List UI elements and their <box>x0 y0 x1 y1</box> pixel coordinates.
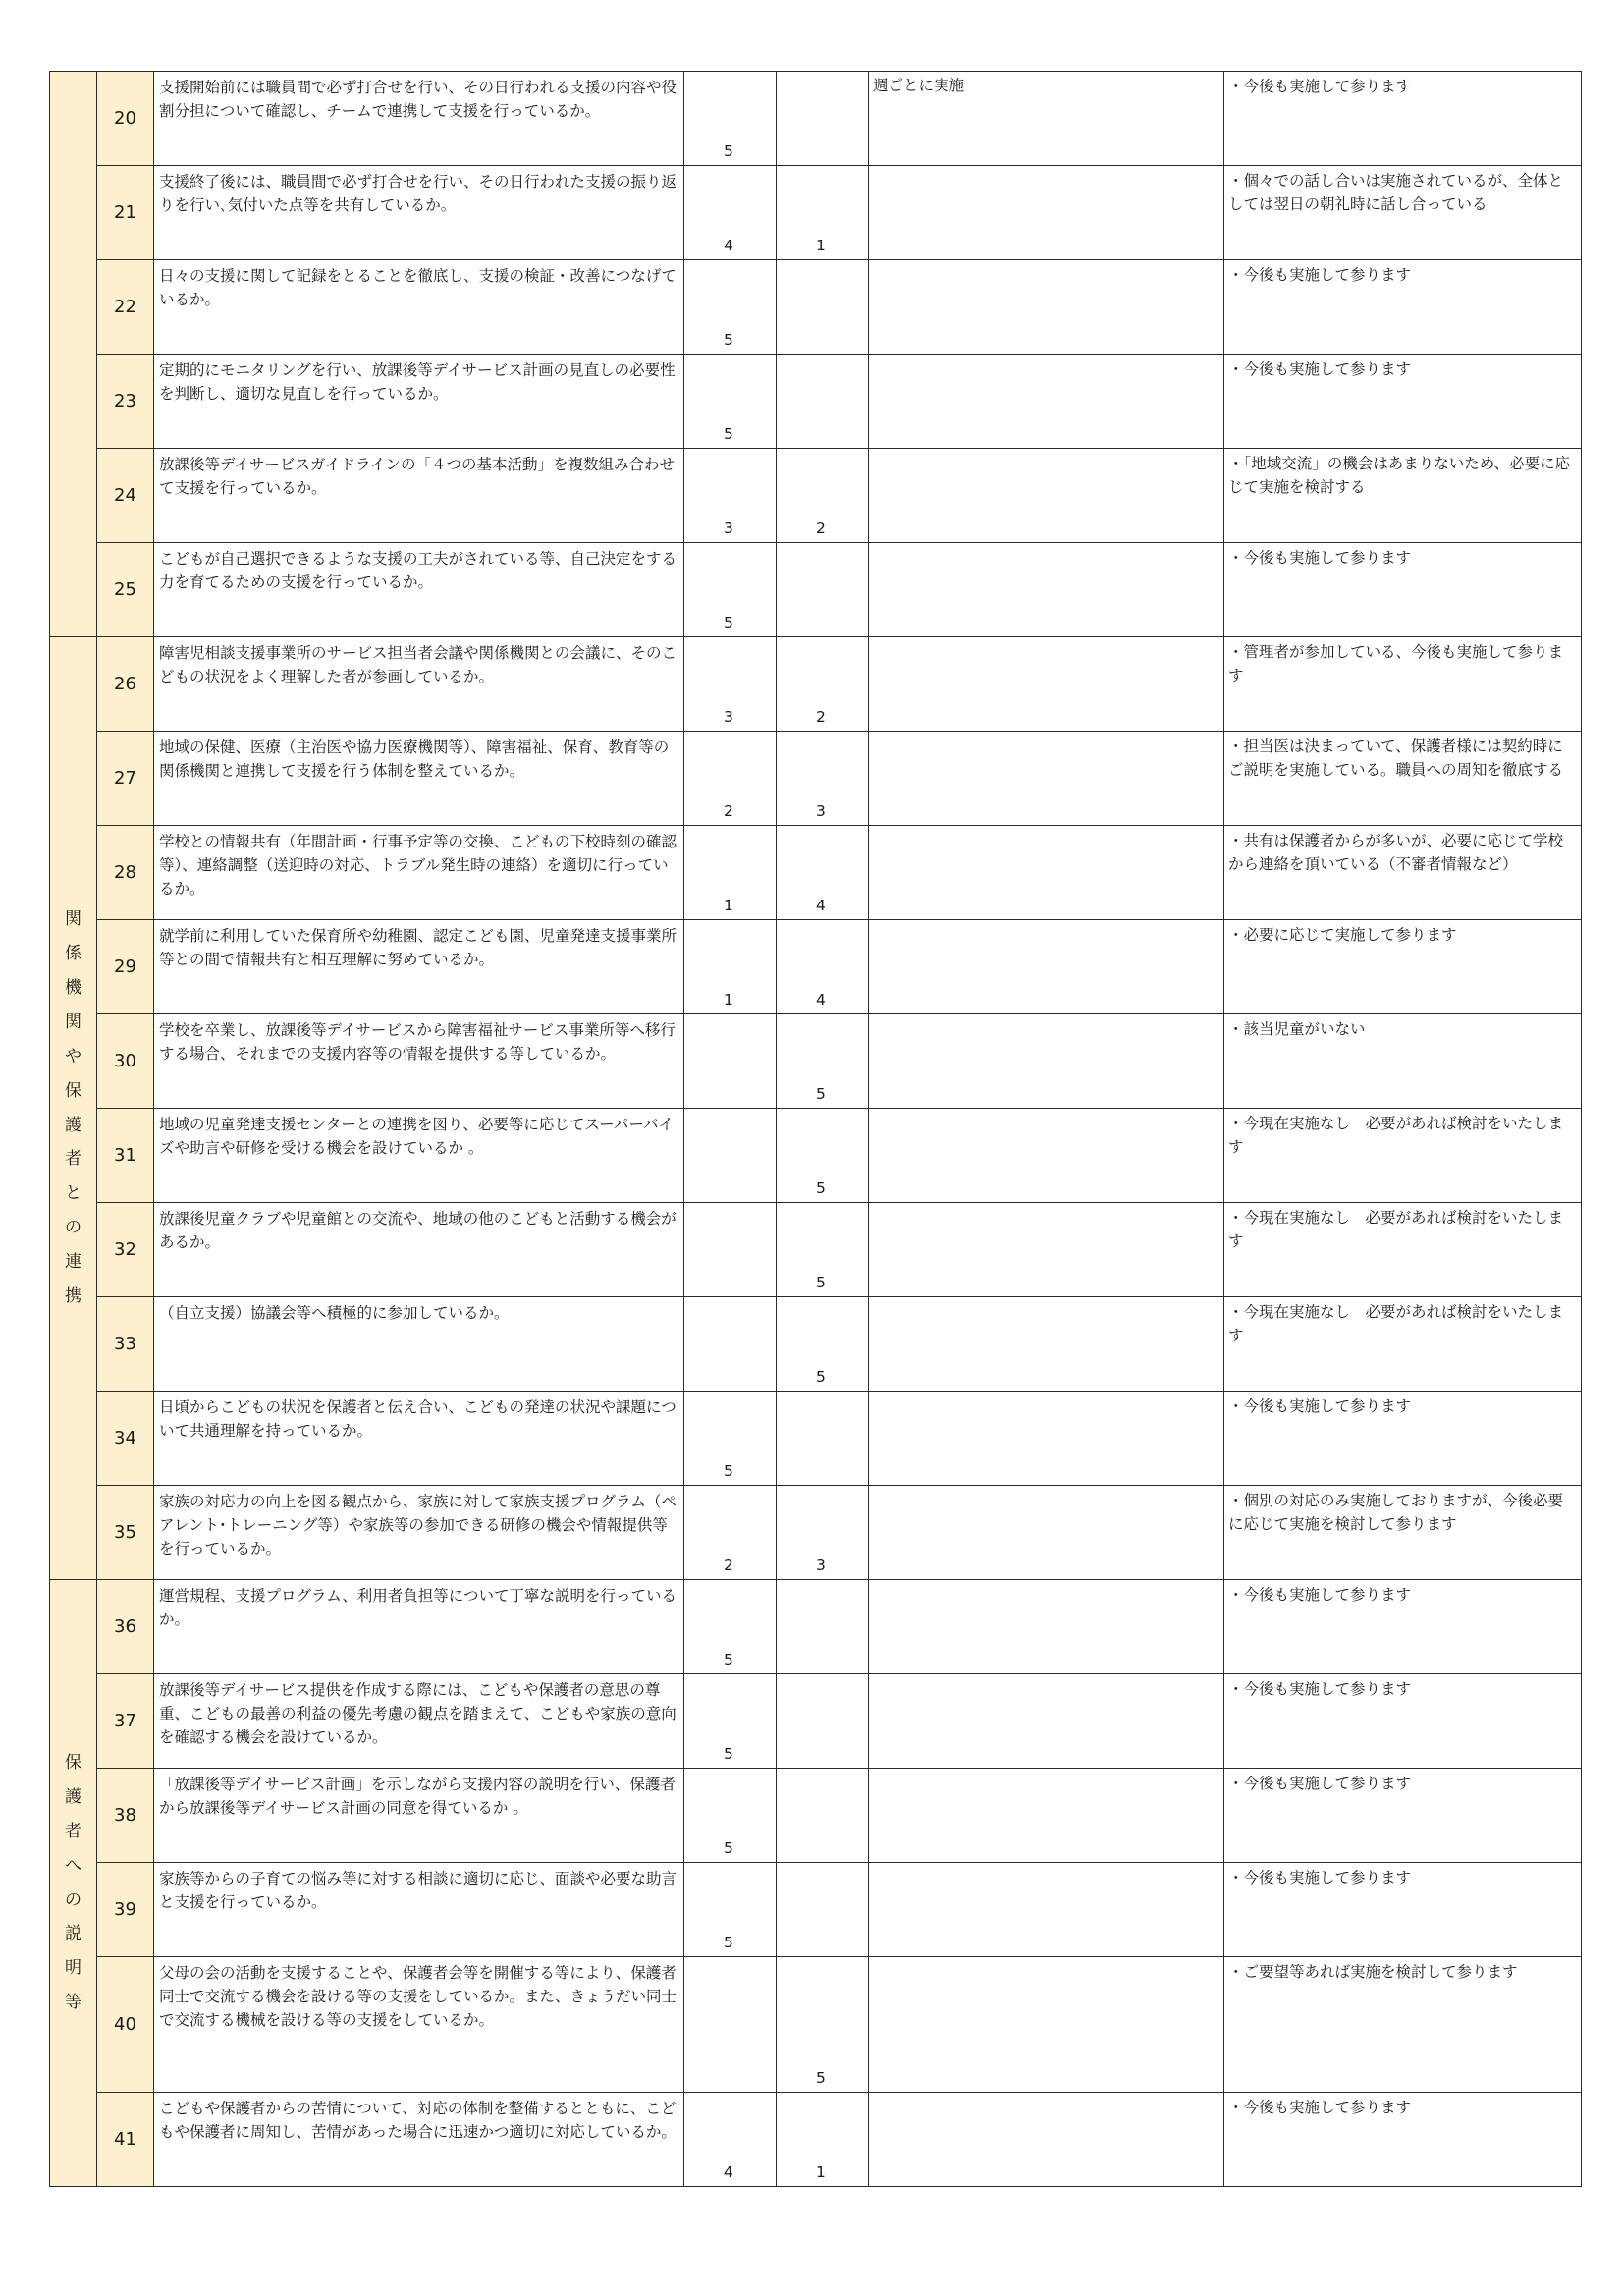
item-number: 36 <box>97 1580 154 1674</box>
table-row <box>50 637 1582 732</box>
question-text: こどもや保護者からの苦情について、対応の体制を整備するとともに、こどもや保護者に周知し、苦情があった場合に迅速かつ適切に対応しているか。 <box>154 2093 684 2187</box>
table-row <box>50 449 1582 543</box>
yes-count: 1 <box>684 826 777 920</box>
yes-count <box>684 1203 777 1297</box>
question-text: 家族の対応力の向上を図る観点から、家族に対して家族支援プログラム（ペアレント･トレーニング等）や家族等の参加できる研修の機会や情報提供等を行っているか。 <box>154 1486 684 1580</box>
no-count: 5 <box>777 1297 869 1392</box>
improvement-plan: ・今後も実施して参ります <box>1224 1580 1582 1674</box>
item-number: 23 <box>97 355 154 449</box>
table-row <box>50 166 1582 260</box>
table-row <box>50 260 1582 355</box>
item-number: 40 <box>97 1957 154 2093</box>
no-count: 5 <box>777 1014 869 1109</box>
no-count: 4 <box>777 920 869 1014</box>
improvement-plan: ・共有は保護者からが多いが、必要に応じて学校から連絡を頂いている（不審者情報など） <box>1224 826 1582 920</box>
yes-count <box>684 1109 777 1203</box>
yes-count: 5 <box>684 1580 777 1674</box>
improvement-plan: ・今後も実施して参ります <box>1224 260 1582 355</box>
improvement-plan: ・担当医は決まっていて、保護者様には契約時にご説明を実施している。職員への周知を徹底する <box>1224 732 1582 826</box>
question-text: 「放課後等デイサービス計画」を示しながら支援内容の説明を行い、保護者から放課後等デイサービス計画の同意を得ているか 。 <box>154 1769 684 1863</box>
item-number: 39 <box>97 1863 154 1957</box>
note-text <box>869 355 1224 449</box>
question-text: 就学前に利用していた保育所や幼稚園、認定こども園、児童発達支援事業所等との間で情報共有と相互理解に努めているか。 <box>154 920 684 1014</box>
question-text: 日々の支援に関して記録をとることを徹底し、支援の検証・改善につなげているか。 <box>154 260 684 355</box>
table-row <box>50 1580 1582 1674</box>
item-number: 34 <box>97 1392 154 1486</box>
table-row <box>50 1203 1582 1297</box>
improvement-plan: ・必要に応じて実施して参ります <box>1224 920 1582 1014</box>
note-text <box>869 637 1224 732</box>
no-count: 3 <box>777 732 869 826</box>
no-count <box>777 260 869 355</box>
item-number: 31 <box>97 1109 154 1203</box>
question-text: 支援終了後には、職員間で必ず打合せを行い、その日行われた支援の振り返りを行い､気付いた点等を共有しているか。 <box>154 166 684 260</box>
improvement-plan: ・今後も実施して参ります <box>1224 1392 1582 1486</box>
improvement-plan: ・今現在実施なし 必要があれば検討をいたします <box>1224 1203 1582 1297</box>
improvement-plan: ・今後も実施して参ります <box>1224 2093 1582 2187</box>
item-number: 22 <box>97 260 154 355</box>
question-text: 支援開始前には職員間で必ず打合せを行い、その日行われる支援の内容や役割分担について確認し、チームで連携して支援を行っているか。 <box>154 72 684 166</box>
yes-count: 5 <box>684 1674 777 1769</box>
yes-count: 5 <box>684 543 777 637</box>
item-number: 35 <box>97 1486 154 1580</box>
category-label: 保護者への説明等 <box>65 1753 81 2013</box>
no-count: 5 <box>777 1957 869 2093</box>
question-text: 障害児相談支援事業所のサービス担当者会議や関係機関との会議に、そのこどもの状況をよく理解した者が参画しているか。 <box>154 637 684 732</box>
table-row <box>50 1957 1582 2093</box>
note-text <box>869 1863 1224 1957</box>
no-count <box>777 355 869 449</box>
note-text <box>869 920 1224 1014</box>
question-text: 日頃からこどもの状況を保護者と伝え合い、こどもの発達の状況や課題について共通理解を持っているか。 <box>154 1392 684 1486</box>
note-text <box>869 732 1224 826</box>
question-text: 父母の会の活動を支援することや、保護者会等を開催する等により、保護者同士で交流する機会を設ける等の支援をしているか。また、きょうだい同士で交流する機械を設ける等の支援をしているか。 <box>154 1957 684 2093</box>
note-text <box>869 1769 1224 1863</box>
improvement-plan: ・今後も実施して参ります <box>1224 355 1582 449</box>
question-text: 運営規程、支援プログラム、利用者負担等について丁寧な説明を行っているか。 <box>154 1580 684 1674</box>
no-count <box>777 1769 869 1863</box>
question-text: 定期的にモニタリングを行い、放課後等デイサービス計画の見直しの必要性を判断し、適切な見直しを行っているか。 <box>154 355 684 449</box>
category-cell <box>50 72 97 637</box>
item-number: 37 <box>97 1674 154 1769</box>
improvement-plan: ・「地域交流」の機会はあまりないため、必要に応じて実施を検討する <box>1224 449 1582 543</box>
table-row <box>50 920 1582 1014</box>
item-number: 24 <box>97 449 154 543</box>
note-text <box>869 1957 1224 2093</box>
item-number: 33 <box>97 1297 154 1392</box>
item-number: 20 <box>97 72 154 166</box>
category-cell <box>50 1580 97 2187</box>
question-text: 放課後児童クラブや児童館との交流や、地域の他のこどもと活動する機会があるか。 <box>154 1203 684 1297</box>
improvement-plan: ・今後も実施して参ります <box>1224 543 1582 637</box>
improvement-plan: ・個別の対応のみ実施しておりますが、今後必要に応じて実施を検討して参ります <box>1224 1486 1582 1580</box>
yes-count: 4 <box>684 166 777 260</box>
yes-count: 5 <box>684 355 777 449</box>
note-text: 週ごとに実施 <box>869 72 1224 166</box>
improvement-plan: ・今後も実施して参ります <box>1224 72 1582 166</box>
table-row <box>50 1674 1582 1769</box>
note-text <box>869 1580 1224 1674</box>
no-count: 5 <box>777 1109 869 1203</box>
yes-count: 5 <box>684 72 777 166</box>
category-cell <box>50 637 97 1580</box>
yes-count: 5 <box>684 260 777 355</box>
question-text: 地域の児童発達支援センターとの連携を図り、必要等に応じてスーパーバイズや助言や研修を受ける機会を設けているか 。 <box>154 1109 684 1203</box>
improvement-plan: ・今後も実施して参ります <box>1224 1674 1582 1769</box>
improvement-plan: ・該当児童がいない <box>1224 1014 1582 1109</box>
yes-count: 5 <box>684 1392 777 1486</box>
item-number: 25 <box>97 543 154 637</box>
table-row <box>50 1109 1582 1203</box>
yes-count: 1 <box>684 920 777 1014</box>
table-row <box>50 2093 1582 2187</box>
improvement-plan: ・管理者が参加している、今後も実施して参ります <box>1224 637 1582 732</box>
item-number: 29 <box>97 920 154 1014</box>
no-count: 2 <box>777 449 869 543</box>
no-count <box>777 1392 869 1486</box>
note-text <box>869 2093 1224 2187</box>
question-text: 地域の保健、医療（主治医や協力医療機関等）、障害福祉、保育、教育等の関係機関と連携して支援を行う体制を整えているか。 <box>154 732 684 826</box>
question-text: 家族等からの子育ての悩み等に対する相談に適切に応じ、面談や必要な助言と支援を行っているか。 <box>154 1863 684 1957</box>
item-number: 27 <box>97 732 154 826</box>
yes-count <box>684 1297 777 1392</box>
question-text: 学校との情報共有（年間計画・行事予定等の交換、こどもの下校時刻の確認等）、連絡調整（送迎時の対応、トラブル発生時の連絡）を適切に行っているか。 <box>154 826 684 920</box>
table-row <box>50 1392 1582 1486</box>
no-count: 3 <box>777 1486 869 1580</box>
note-text <box>869 543 1224 637</box>
yes-count <box>684 1957 777 2093</box>
note-text <box>869 166 1224 260</box>
no-count: 1 <box>777 166 869 260</box>
note-text <box>869 1203 1224 1297</box>
note-text <box>869 1014 1224 1109</box>
no-count <box>777 1580 869 1674</box>
improvement-plan: ・個々での話し合いは実施されているが、全体としては翌日の朝礼時に話し合っている <box>1224 166 1582 260</box>
table-row <box>50 1863 1582 1957</box>
table-row <box>50 543 1582 637</box>
note-text <box>869 1486 1224 1580</box>
no-count: 5 <box>777 1203 869 1297</box>
table-row <box>50 1014 1582 1109</box>
table-row <box>50 355 1582 449</box>
question-text: 放課後等デイサービス提供を作成する際には、こどもや保護者の意思の尊重、こどもの最善の利益の優先考慮の観点を踏まえて、こどもや家族の意向を確認する機会を設けているか。 <box>154 1674 684 1769</box>
no-count <box>777 72 869 166</box>
item-number: 26 <box>97 637 154 732</box>
question-text: 学校を卒業し、放課後等デイサービスから障害福祉サービス事業所等へ移行する場合、それまでの支援内容等の情報を提供する等しているか。 <box>154 1014 684 1109</box>
category-label: 関係機関や保護者との連携 <box>65 909 81 1306</box>
yes-count: 3 <box>684 449 777 543</box>
no-count <box>777 543 869 637</box>
note-text <box>869 1392 1224 1486</box>
question-text: （自立支援）協議会等へ積極的に参加しているか。 <box>154 1297 684 1392</box>
table-row <box>50 1769 1582 1863</box>
question-text: こどもが自己選択できるような支援の工夫がされている等、自己決定をする力を育てるための支援を行っているか。 <box>154 543 684 637</box>
table-row <box>50 826 1582 920</box>
no-count <box>777 1863 869 1957</box>
item-number: 38 <box>97 1769 154 1863</box>
evaluation-table <box>49 71 1582 2187</box>
item-number: 32 <box>97 1203 154 1297</box>
note-text <box>869 449 1224 543</box>
yes-count: 5 <box>684 1863 777 1957</box>
no-count: 2 <box>777 637 869 732</box>
note-text <box>869 1674 1224 1769</box>
table-row <box>50 72 1582 166</box>
improvement-plan: ・今後も実施して参ります <box>1224 1769 1582 1863</box>
yes-count: 5 <box>684 1769 777 1863</box>
yes-count: 2 <box>684 732 777 826</box>
no-count <box>777 1674 869 1769</box>
no-count: 1 <box>777 2093 869 2187</box>
improvement-plan: ・今現在実施なし 必要があれば検討をいたします <box>1224 1109 1582 1203</box>
item-number: 28 <box>97 826 154 920</box>
note-text <box>869 1109 1224 1203</box>
note-text <box>869 1297 1224 1392</box>
improvement-plan: ・ご要望等あれば実施を検討して参ります <box>1224 1957 1582 2093</box>
table-row <box>50 1297 1582 1392</box>
yes-count: 4 <box>684 2093 777 2187</box>
table-row <box>50 1486 1582 1580</box>
item-number: 41 <box>97 2093 154 2187</box>
table-row <box>50 732 1582 826</box>
improvement-plan: ・今後も実施して参ります <box>1224 1863 1582 1957</box>
question-text: 放課後等デイサービスガイドラインの「４つの基本活動」を複数組み合わせて支援を行っているか。 <box>154 449 684 543</box>
no-count: 4 <box>777 826 869 920</box>
yes-count <box>684 1014 777 1109</box>
note-text <box>869 826 1224 920</box>
item-number: 21 <box>97 166 154 260</box>
yes-count: 2 <box>684 1486 777 1580</box>
note-text <box>869 260 1224 355</box>
yes-count: 3 <box>684 637 777 732</box>
improvement-plan: ・今現在実施なし 必要があれば検討をいたします <box>1224 1297 1582 1392</box>
item-number: 30 <box>97 1014 154 1109</box>
